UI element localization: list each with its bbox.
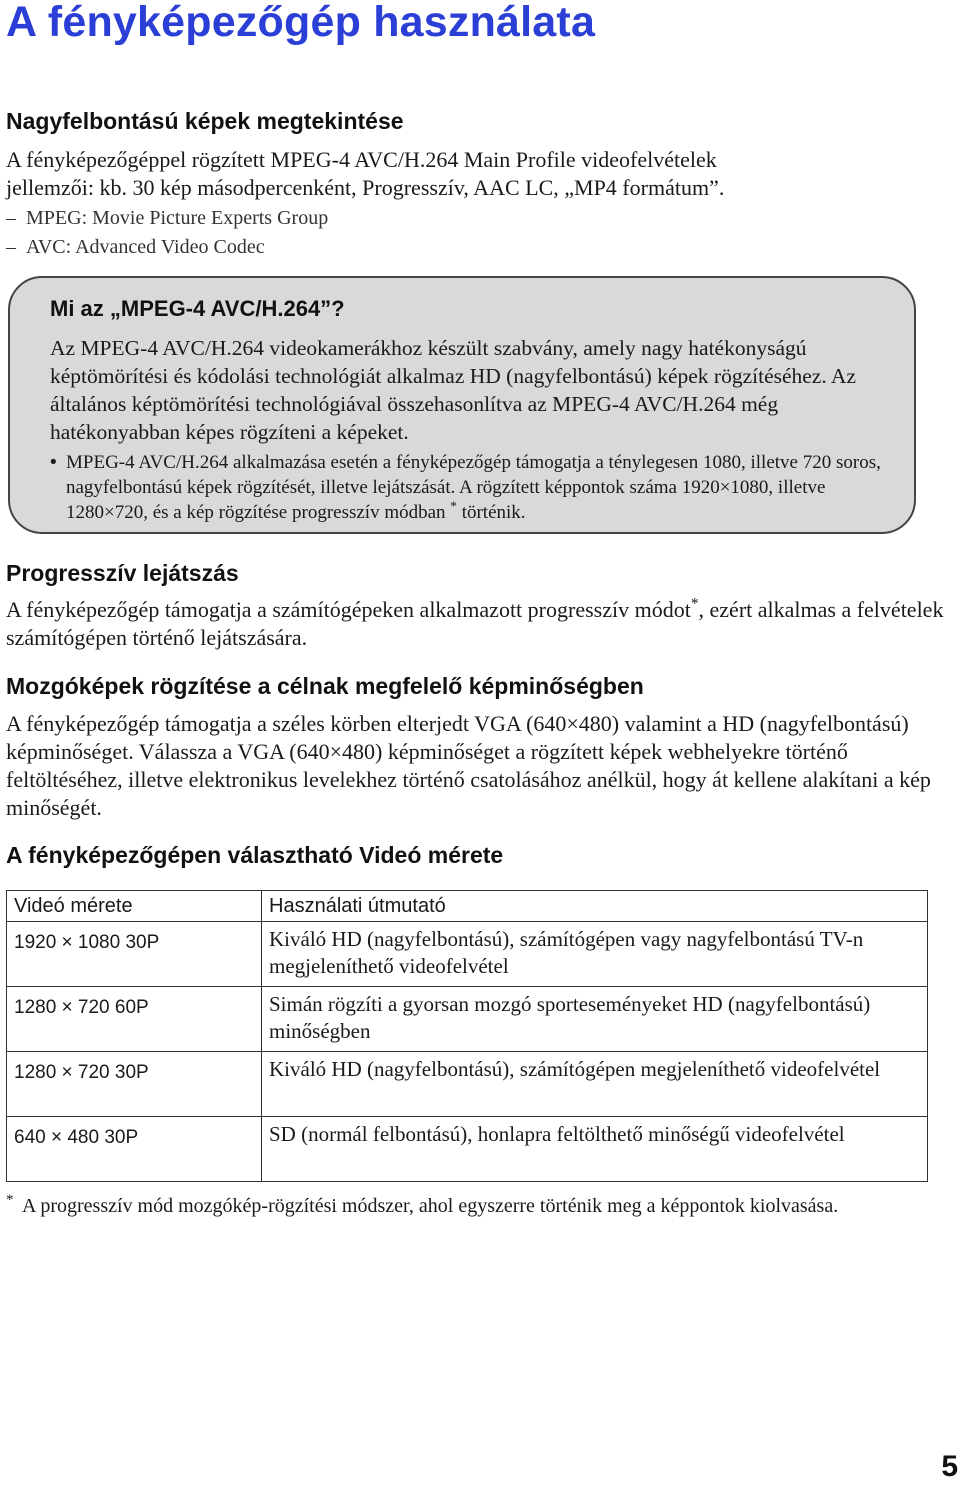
bullet-icon: • [50, 452, 57, 473]
dash-mark: – [6, 236, 16, 258]
footnote-text: A progresszív mód mozgókép-rögzítési módszer, ahol egyszerre történik meg a képpontok kiolvasása. [22, 1195, 839, 1217]
info-box-mpeg4 [8, 276, 916, 534]
table-cell-description: Kiváló HD (nagyfelbontású), számítógépen megjeleníthető videofelvétel [262, 1052, 928, 1117]
info-box-bullet [50, 450, 906, 525]
page-title: A fényképezőgép használata [6, 0, 596, 46]
section-heading-quality: Mozgóképek rögzítése a célnak megfelelő képminőségben [6, 673, 644, 699]
info-box-body: Az MPEG-4 AVC/H.264 videokamerákhoz készült szabvány, amely nagy hatékonyságú képtömörítési és kódolási technológiát alkalmaz HD (nagyfelbontású) képek rögzítéséhez. Az általános képtömörítési technológiával összehasonlítva az MPEG-4 AVC/H.264 még hatékonyabban képes rögzíteni a képeket. [50, 336, 856, 444]
section-heading-hd-viewing: Nagyfelbontású képek megtekintése [6, 108, 404, 134]
quality-text: A fényképezőgép támogatja a széles körben elterjedt VGA (640×480) valamint a HD (nagyfelbontású) képminőséget. Válassza a VGA (640×480) képminőséget a rögzített képek webhelyekre történő feltöltéséhez, illetve elektronikus levelekhez történő csatolásához anélkül, hogy át kellene alakítani a kép minőségét. [6, 711, 931, 820]
dash-mark: – [6, 207, 16, 229]
footnote [6, 1194, 906, 1219]
section-heading-video-size: A fényképezőgépen választható Videó mérete [6, 842, 504, 868]
asterisk-marker: * [690, 595, 699, 613]
table-cell-size: 1280 × 720 30P [7, 1052, 262, 1117]
table-cell-size: 1920 × 1080 30P [7, 922, 262, 987]
hd-intro-line-1: A fényképezőgéppel rögzített MPEG-4 AVC/H.264 Main Profile videofelvételek [6, 147, 717, 172]
table-row [7, 922, 928, 987]
table-header-row [7, 891, 928, 922]
table-row [7, 987, 928, 1052]
dash-item-avc [6, 233, 265, 261]
table-cell-description: Kiváló HD (nagyfelbontású), számítógépen vagy nagyfelbontású TV-n megjeleníthető videofelvétel [262, 922, 928, 987]
progressive-text-end: , ezért alkalmas a felvételek számítógépen történő lejátszására. [6, 597, 944, 650]
progressive-text [6, 596, 946, 652]
section-heading-progressive: Progresszív lejátszás [6, 560, 239, 586]
asterisk-marker: * [450, 498, 457, 514]
info-box-bullet-text [66, 450, 906, 525]
table-cell-description: Simán rögzíti a gyorsan mozgó sporteseményeket HD (nagyfelbontású) minőségben [262, 987, 928, 1052]
progressive-text-main: A fényképezőgép támogatja a számítógépeken alkalmazott progresszív módot [6, 597, 691, 622]
video-size-table [6, 890, 928, 1182]
table-cell-size: 640 × 480 30P [7, 1117, 262, 1182]
table-cell-description: SD (normál felbontású), honlapra feltölthető minőségű videofelvétel [262, 1117, 928, 1182]
table-header-video-size: Videó mérete [7, 891, 262, 922]
dash-item-mpeg-text: MPEG: Movie Picture Experts Group [26, 207, 329, 229]
table-row [7, 1052, 928, 1117]
hd-intro-line-2: jellemzői: kb. 30 kép másodpercenként, Progresszív, AAC LC, „MP4 formátum”. [6, 175, 725, 200]
table-row [7, 1117, 928, 1182]
dash-item-avc-text: AVC: Advanced Video Codec [26, 236, 265, 258]
info-box-title: Mi az „MPEG-4 AVC/H.264”? [50, 296, 345, 321]
bullet-text-main: MPEG-4 AVC/H.264 alkalmazása esetén a fényképezőgép támogatja a ténylegesen 1080, illetve 720 soros, nagyfelbontású képek rögzítését, illetve lejátszását. A rögzített képpontok száma 1920×1080, illetve 1280×720, és a kép rögzítése progresszív módban [66, 452, 881, 523]
footnote-asterisk: * [6, 1192, 14, 1208]
table-cell-size: 1280 × 720 60P [7, 987, 262, 1052]
dash-item-mpeg [6, 204, 328, 232]
page-number: 5 [941, 1450, 958, 1483]
table-header-usage: Használati útmutató [262, 891, 928, 922]
bullet-text-end: történik. [461, 502, 526, 523]
